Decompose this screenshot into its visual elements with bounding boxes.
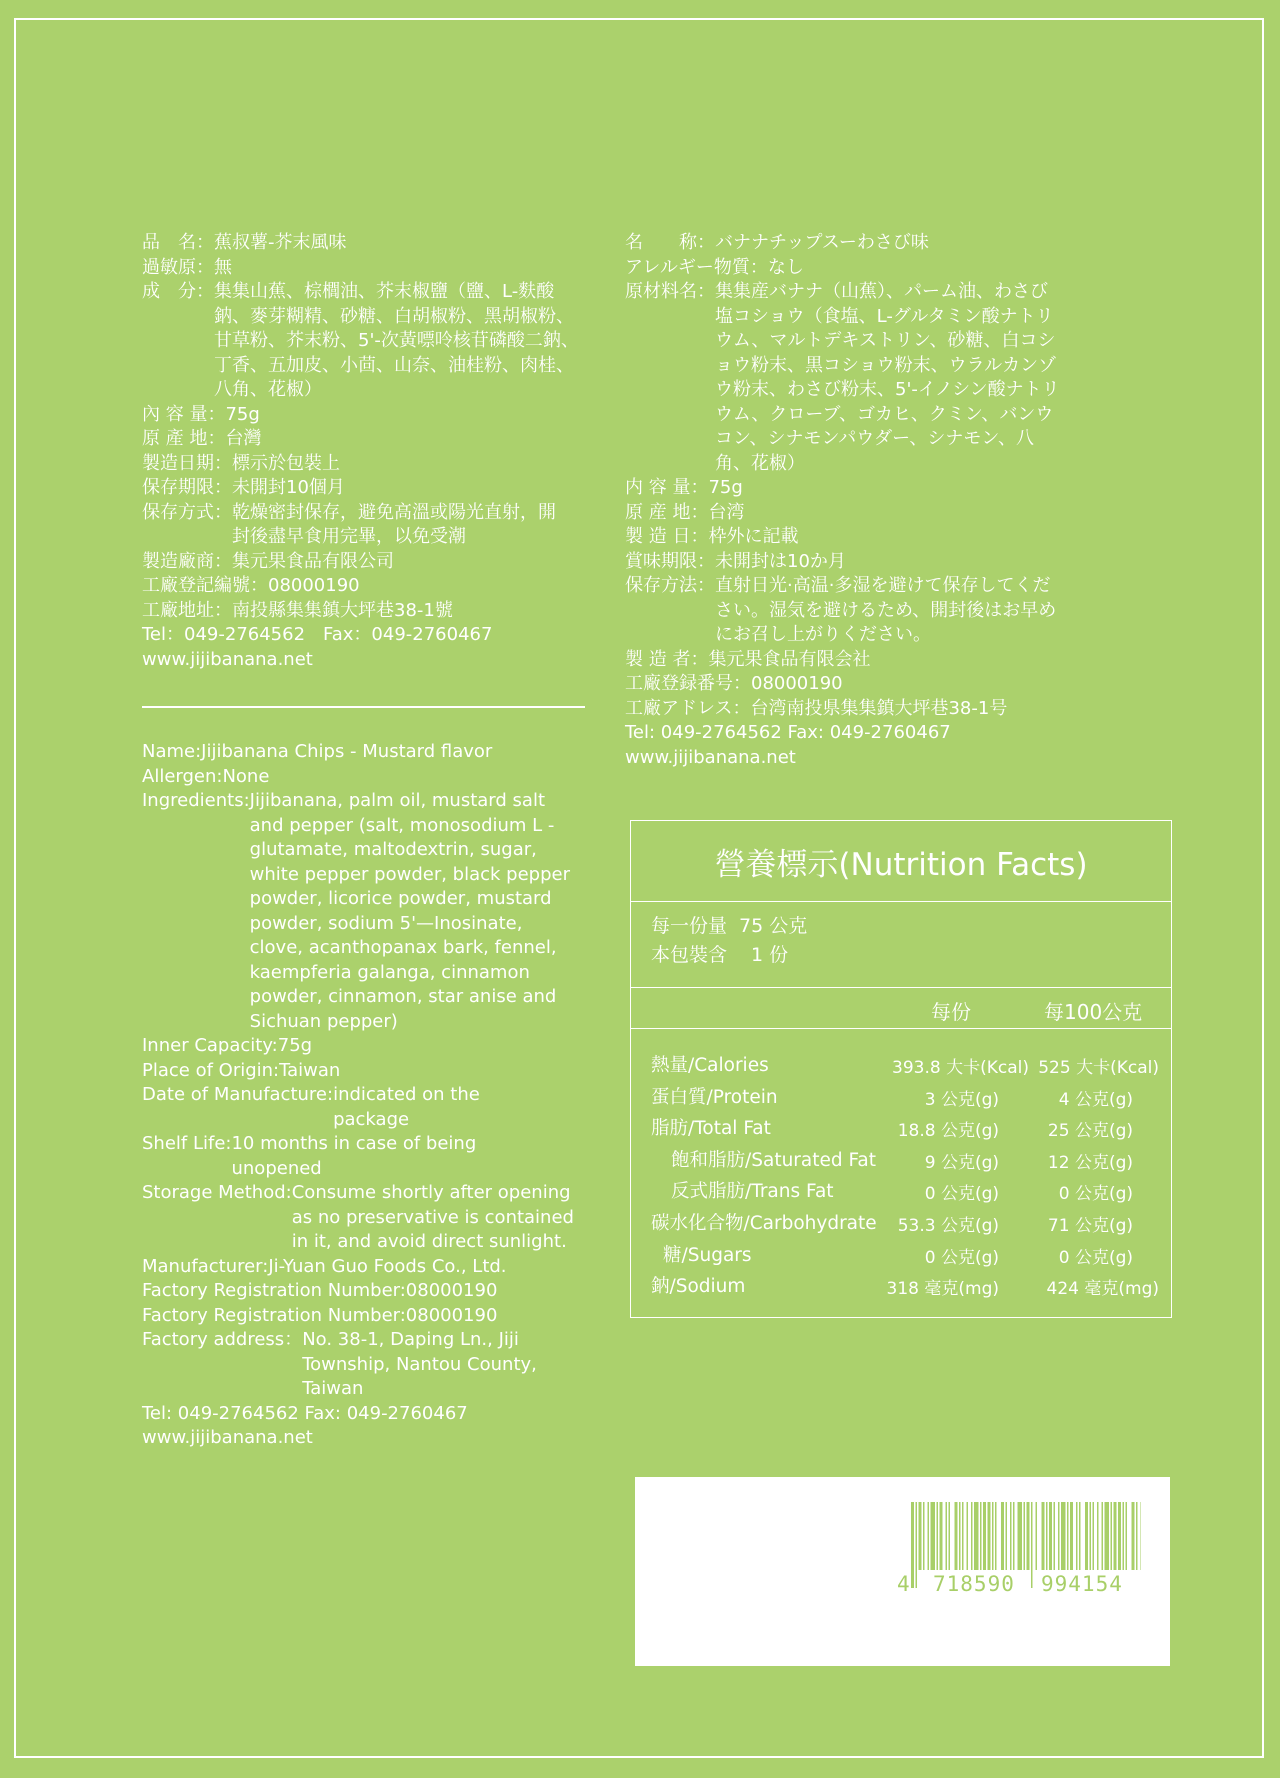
zh-row	[142, 623, 592, 648]
section-divider	[142, 706, 585, 708]
zh-row	[142, 427, 592, 452]
ja-website: www.jijibanana.net	[625, 746, 796, 768]
zh-value: 集集山蕉、棕櫚油、芥末椒鹽（鹽、L-麩酸鈉、麥芽糊精、砂糖、白胡椒粉、黑胡椒粉、甘草粉、芥末粉、5'-次黃嘌呤核苷磷酸二鈉、丁香、五加皮、小茴、山奈、油桂粉、肉桂、八角、花椒）	[214, 281, 579, 400]
en-value: Consume shortly after opening as no preservative is contained in it, and avoid direct sunlight.	[291, 1182, 574, 1252]
barcode-bar	[1079, 1502, 1081, 1570]
barcode-bar	[940, 1502, 943, 1570]
en-label: Place of Origin:	[142, 1059, 280, 1081]
barcode-bar	[1123, 1502, 1125, 1570]
ja-label: アレルギー物質：	[625, 256, 768, 278]
barcode-bar	[1085, 1502, 1088, 1570]
barcode-bar	[946, 1502, 948, 1570]
nutrient-per-100g: 4 公克(g)	[1058, 1089, 1133, 1110]
ja-label: 製 造 者：	[625, 648, 709, 670]
barcode-bar	[1024, 1502, 1026, 1570]
nutrient-row	[631, 1049, 1171, 1081]
zh-label: 成 分：	[142, 281, 214, 302]
en-label: Allergen:	[142, 765, 223, 787]
zh-label: 品 名：	[142, 232, 214, 253]
barcode-bar	[919, 1502, 922, 1570]
barcode-bar	[1036, 1502, 1038, 1570]
en-row	[142, 1132, 592, 1181]
ja-row	[625, 501, 1075, 526]
en-value: 75g	[277, 1035, 313, 1056]
en-row	[142, 740, 592, 765]
barcode-bar	[1046, 1502, 1048, 1570]
nutrient-name: 反式脂肪/Trans Fat	[671, 1181, 834, 1203]
ja-row	[625, 648, 1075, 673]
barcode-bar	[1010, 1502, 1012, 1570]
zh-label: 工廠地址：	[142, 599, 232, 621]
nutrient-per-serving: 53.3 公克(g)	[897, 1215, 999, 1236]
barcode-bar	[971, 1502, 973, 1570]
barcode-bar	[928, 1502, 930, 1570]
nutrient-per-serving: 393.8 大卡(Kcal)	[892, 1058, 1029, 1078]
nutrient-row	[631, 1175, 1171, 1207]
barcode-bar	[1102, 1502, 1104, 1570]
en-value: No. 38-1, Daping Ln., Jiji Township, Nantou County, Taiwan	[302, 1329, 537, 1399]
en-value: indicated on the package	[333, 1084, 480, 1130]
ja-row	[625, 550, 1075, 575]
barcode-bar	[1058, 1502, 1060, 1570]
zh-value: 蕉叔薯-芥末風味	[214, 232, 347, 253]
ja-label: 原 産 地：	[625, 501, 709, 523]
ja-value: 集元果食品有限会社	[708, 648, 871, 670]
nutrient-per-serving: 18.8 公克(g)	[897, 1121, 999, 1142]
ja-row	[625, 574, 1075, 648]
barcode-bar	[1049, 1502, 1052, 1570]
zh-value: 台灣	[225, 428, 262, 449]
nutrient-per-100g: 0 公克(g)	[1058, 1184, 1133, 1205]
ja-label: 保存方法：	[625, 575, 715, 596]
barcode-bar	[967, 1502, 969, 1570]
barcode-bar	[1090, 1502, 1092, 1570]
nutrient-row	[631, 1112, 1171, 1144]
zh-value: 乾燥密封保存，避免高溫或陽光直射，開封後盡早食用完畢，以免受潮	[232, 501, 556, 547]
ja-value: なし	[767, 256, 804, 278]
ja-value: 直射日光·高温·多湿を避けて保存してください。湿気を避けるため、開封後はお早めにお召し上がりください。	[715, 575, 1057, 645]
ja-label: 製 造 日：	[625, 526, 709, 547]
zh-label: 工廠登記編號：	[142, 575, 268, 596]
barcode-bar	[1054, 1502, 1056, 1570]
barcode-bar	[995, 1502, 997, 1570]
ja-row	[625, 525, 1075, 550]
en-row	[142, 1328, 592, 1402]
zh-row	[142, 256, 592, 281]
nutrient-per-serving: 3 公克(g)	[924, 1089, 999, 1110]
zh-label: 製造廠商：	[142, 550, 232, 572]
zh-label: 過敏原：	[142, 256, 214, 278]
barcode-bar	[1114, 1502, 1117, 1570]
zh-row	[142, 501, 592, 550]
barcode-bar	[1042, 1502, 1045, 1570]
barcode-bar	[974, 1502, 979, 1570]
zh-value: 南投縣集集鎮大坪巷38-1號	[232, 599, 453, 621]
zh-value: 無	[214, 256, 232, 278]
ja-row	[625, 256, 1075, 281]
en-website: www.jijibanana.net	[142, 1427, 313, 1448]
ja-row	[625, 697, 1075, 722]
zh-row	[142, 280, 592, 403]
nutrient-per-100g: 0 公克(g)	[1058, 1247, 1133, 1268]
en-value: 10 months in case of being unopened	[231, 1133, 477, 1179]
nutrient-per-serving: 9 公克(g)	[924, 1152, 999, 1173]
en-row	[142, 1402, 592, 1427]
chinese-label-block	[142, 231, 592, 672]
servings-per-package-row	[651, 941, 1171, 970]
zh-value: 標示於包裝上	[232, 452, 340, 474]
zh-label: 內 容 量：	[142, 403, 226, 425]
barcode-bar	[1141, 1502, 1142, 1570]
ja-label: 工廠登録番号：	[625, 673, 751, 694]
nutrient-name: 熱量/Calories	[651, 1055, 769, 1076]
ja-label: 原材料名：	[625, 281, 715, 302]
barcode-bar	[1061, 1502, 1066, 1570]
en-row	[142, 1255, 592, 1280]
servings-value: 1 份	[751, 944, 789, 966]
nutrient-name: 碳水化合物/Carbohydrate	[651, 1212, 877, 1234]
barcode-bar	[980, 1502, 982, 1570]
en-row	[142, 1034, 592, 1059]
en-value: Tel: 049-2764562 Fax: 049-2760467	[142, 1402, 468, 1424]
zh-value: Tel：049-2764562 Fax：049-2760467	[142, 624, 493, 645]
nutrient-name: 糖/Sugars	[663, 1244, 752, 1266]
barcode-bar	[1006, 1502, 1008, 1570]
en-label: Ingredients:	[142, 790, 250, 811]
ja-value: 枠外に記載	[708, 526, 799, 547]
en-row	[142, 765, 592, 790]
nutrient-per-100g: 25 公克(g)	[1047, 1121, 1133, 1142]
barcode-bar	[1070, 1502, 1073, 1570]
nutrient-row	[631, 1207, 1171, 1239]
en-label: Shelf Life:	[142, 1133, 232, 1154]
en-row	[142, 1059, 592, 1084]
nutrition-column-header	[631, 988, 1171, 1029]
nutrition-title: 營養標示(Nutrition Facts)	[631, 821, 1171, 902]
nutrient-per-100g: 525 大卡(Kcal)	[1038, 1058, 1159, 1078]
barcode-panel	[635, 1477, 1170, 1666]
barcode-bar	[983, 1502, 986, 1570]
barcode-bar	[1093, 1502, 1095, 1570]
en-label: Date of Manufacture:	[142, 1084, 334, 1105]
en-value: Jijibanana Chips - Mustard flavor	[201, 741, 493, 762]
en-row	[142, 1181, 592, 1255]
barcode-bar	[1136, 1502, 1138, 1570]
zh-label: 原 產 地：	[142, 428, 226, 449]
ja-value: バナナチップスーわさび味	[715, 232, 929, 253]
serving-size-value: 75 公克	[739, 915, 808, 937]
nutrient-per-100g: 12 公克(g)	[1047, 1152, 1133, 1173]
en-row	[142, 1083, 592, 1132]
en-row	[142, 789, 592, 1034]
zh-row	[142, 574, 592, 599]
zh-value: 75g	[225, 403, 260, 425]
zh-value: 集元果食品有限公司	[232, 550, 394, 572]
ja-label: 賞味期限：	[625, 550, 715, 572]
barcode-bar	[916, 1502, 918, 1588]
barcode-bars	[911, 1502, 1141, 1570]
barcode-bar	[911, 1502, 914, 1588]
barcode-bar	[988, 1502, 991, 1570]
barcode-bar	[1126, 1502, 1128, 1570]
ja-label: 名 称：	[625, 232, 715, 253]
en-label: Inner Capacity:	[142, 1035, 278, 1056]
servings-label: 本包裝含	[651, 944, 728, 966]
nutrient-row	[631, 1144, 1171, 1176]
ja-label: 工廠アドレス：	[625, 697, 751, 719]
ja-value: 08000190	[751, 673, 843, 694]
zh-label: 保存期限：	[142, 477, 232, 498]
en-label: Storage Method:	[142, 1182, 292, 1203]
en-value: 08000190	[405, 1280, 498, 1301]
nutrition-rows	[631, 1029, 1171, 1302]
barcode-bar	[923, 1502, 925, 1570]
ja-value: 台湾	[708, 501, 745, 523]
ja-value: 集集産バナナ（山蕉）、パーム油、わさび塩コショウ（食塩、L-グルタミン酸ナトリウム、マルトデキストリン、砂糖、白コショウ粉末、黒コショウ粉末、ウラルカンゾウ粉末、わさび粉末、5'-イノシン酸ナトリウム、クローブ、ゴカヒ、クミン、バンウコン、シナモンパウダー、シナモン、八角、花椒）	[715, 281, 1060, 474]
en-value: Taiwan	[279, 1059, 341, 1081]
nutrient-per-100g: 71 公克(g)	[1047, 1215, 1133, 1236]
nutrient-name: 脂肪/Total Fat	[651, 1118, 771, 1140]
en-row	[142, 1304, 592, 1329]
zh-row	[142, 452, 592, 477]
barcode-bar	[1097, 1502, 1099, 1570]
ja-value: 75g	[708, 477, 743, 498]
zh-website: www.jijibanana.net	[142, 648, 313, 670]
barcode-bar	[1013, 1502, 1015, 1570]
barcode-bar	[962, 1502, 964, 1570]
en-value: Ji-Yuan Guo Foods Co., Ltd.	[268, 1255, 507, 1277]
ja-row	[625, 231, 1075, 256]
nutrient-row	[631, 1270, 1171, 1302]
en-label: Factory Registration Number:	[142, 1280, 406, 1301]
en-label: Factory Registration Number:	[142, 1304, 406, 1326]
per-serving-header: 每份	[931, 1000, 971, 1024]
en-row	[142, 1279, 592, 1304]
nutrient-name: 蛋白質/Protein	[651, 1086, 778, 1108]
japanese-label-block	[625, 231, 1075, 770]
zh-value: 08000190	[268, 575, 360, 596]
barcode-bar	[949, 1502, 951, 1570]
en-value: None	[222, 765, 270, 787]
barcode-left-group: 718590	[933, 1572, 1015, 1596]
barcode-bar	[1031, 1502, 1033, 1588]
serving-info	[631, 902, 1171, 988]
barcode-bar	[937, 1502, 939, 1570]
barcode-bar	[1067, 1502, 1069, 1570]
zh-row	[142, 648, 592, 673]
nutrient-per-serving: 318 毫克(mg)	[886, 1279, 999, 1300]
en-value: 08000190	[405, 1304, 498, 1326]
nutrient-row	[631, 1239, 1171, 1271]
ja-row	[625, 746, 1075, 771]
barcode-bar	[1001, 1502, 1004, 1570]
barcode-bar	[1118, 1502, 1121, 1570]
zh-row	[142, 550, 592, 575]
en-label: Factory address：	[142, 1329, 303, 1350]
nutrient-per-serving: 0 公克(g)	[924, 1247, 999, 1268]
zh-label: 製造日期：	[142, 452, 232, 474]
ja-value: Tel: 049-2764562 Fax: 049-2760467	[625, 722, 951, 743]
per-100g-header: 每100公克	[1044, 1000, 1143, 1024]
nutrient-name: 鈉/Sodium	[651, 1276, 746, 1298]
nutrient-name: 飽和脂肪/Saturated Fat	[671, 1149, 877, 1171]
ja-row	[625, 721, 1075, 746]
english-label-block	[142, 740, 592, 1451]
nutrient-per-100g: 424 毫克(mg)	[1046, 1279, 1159, 1300]
ja-row	[625, 476, 1075, 501]
barcode-bar	[931, 1502, 936, 1570]
en-label: Manufacturer:	[142, 1255, 269, 1277]
ja-row	[625, 280, 1075, 476]
barcode-bar	[1105, 1502, 1110, 1570]
zh-row	[142, 403, 592, 428]
barcode-bar	[1111, 1502, 1113, 1570]
barcode-bar	[959, 1502, 961, 1570]
nutrient-row	[631, 1081, 1171, 1113]
barcode-bar	[1076, 1502, 1078, 1570]
serving-size-row	[651, 912, 1171, 941]
barcode-right-group: 994154	[1041, 1572, 1123, 1596]
barcode-first-digit: 4	[897, 1572, 910, 1596]
zh-label: 保存方式：	[142, 501, 232, 523]
ja-label: 内 容 量：	[625, 477, 709, 498]
nutrition-facts-table	[630, 820, 1172, 1318]
en-label: Name:	[142, 741, 202, 762]
barcode-bar	[1132, 1502, 1135, 1570]
zh-row	[142, 476, 592, 501]
zh-value: 未開封10個月	[232, 477, 345, 498]
barcode-bar	[955, 1502, 958, 1570]
barcode-bar	[1018, 1502, 1023, 1570]
barcode-bar	[992, 1502, 994, 1570]
en-row	[142, 1426, 592, 1451]
ja-row	[625, 672, 1075, 697]
en-value: Jijibanana, palm oil, mustard salt and pepper (salt, monosodium L - glutamate, maltodextrin, sugar, white pepper powder, black pepper powder, licorice powder, mustard powder, sodium 5'—Inosinate, clove, acanthopanax bark, fennel, kaempferia galanga, cinnamon powder, cinnamon, star anise and Sichuan pepper)	[249, 790, 571, 1032]
barcode-bar	[1027, 1502, 1030, 1570]
zh-row	[142, 599, 592, 624]
ja-value: 未開封は10か月	[715, 550, 846, 572]
ja-value: 台湾南投県集集鎮大坪巷38-1号	[750, 697, 1008, 719]
serving-size-label: 每一份量	[651, 915, 728, 937]
nutrient-per-serving: 0 公克(g)	[924, 1184, 999, 1205]
zh-row	[142, 231, 592, 256]
